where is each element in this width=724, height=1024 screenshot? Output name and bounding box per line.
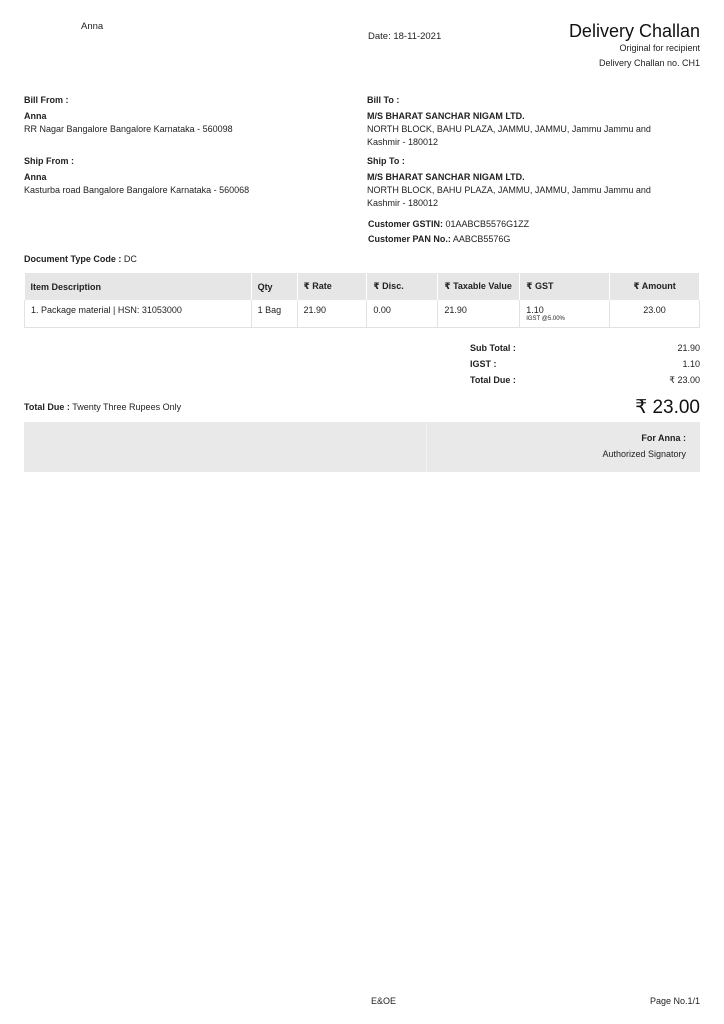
items-table (24, 273, 700, 328)
ship-to-name: M/S BHARAT SANCHAR NIGAM LTD. (367, 172, 525, 182)
document-type-label: Document Type Code : (24, 254, 122, 264)
ship-from-label: Ship From : (24, 156, 74, 166)
cell-taxable-value: 21.90 (438, 300, 520, 327)
document-type (24, 254, 137, 264)
company-name: Anna (81, 21, 104, 32)
igst-value: 1.10 (682, 359, 700, 369)
signature-band (24, 422, 700, 472)
footer-page-number: Page No.1/1 (649, 996, 700, 1006)
bill-from-address: RR Nagar Bangalore Bangalore Karnataka - 560098 (24, 124, 233, 134)
grand-total: ₹ 23.00 (635, 397, 700, 418)
bill-from-name: Anna (24, 111, 47, 121)
signature-for-label: For Anna : (641, 433, 686, 443)
document-date: Date: 18-11-2021 (368, 31, 442, 42)
gst-rate-note: IGST @5.00% (526, 316, 565, 322)
bill-from-label: Bill From : (24, 95, 69, 105)
authorized-signatory: Authorized Signatory (602, 449, 686, 459)
bill-to-label: Bill To : (367, 95, 400, 105)
header-gst: ₹ GST (520, 273, 610, 300)
header-rate: ₹ Rate (297, 273, 367, 300)
bill-to-address-line2: Kashmir - 180012 (367, 137, 439, 147)
ship-to-block (367, 156, 697, 210)
cell-rate: 21.90 (297, 300, 367, 327)
ship-from-block (24, 156, 344, 197)
ship-from-name: Anna (24, 172, 47, 182)
ship-to-address-line1: NORTH BLOCK, BAHU PLAZA, JAMMU, JAMMU, Jammu Jammu and (367, 185, 651, 195)
ship-to-address-line2: Kashmir - 180012 (367, 198, 439, 208)
table-row (25, 300, 700, 327)
header-discount: ₹ Disc. (367, 273, 438, 300)
igst-label: IGST : (470, 359, 497, 369)
gst-amount: 1.10 (526, 305, 544, 315)
cell-amount: 23.00 (610, 300, 700, 327)
ship-to-label: Ship To : (367, 156, 405, 166)
footer-eoe: E&OE (371, 996, 397, 1006)
document-type-value: DC (123, 254, 137, 264)
customer-pan-label: Customer PAN No.: (368, 234, 451, 244)
customer-pan-value: AABCB5576G (452, 234, 511, 244)
total-due-value: ₹ 23.00 (669, 375, 700, 385)
customer-pan (368, 234, 510, 244)
document-subtitle: Original for recipient (619, 43, 700, 53)
total-words-value: Twenty Three Rupees Only (72, 402, 182, 412)
bill-from-block (24, 95, 344, 136)
subtotal-value: 21.90 (677, 343, 700, 353)
table-header-row (25, 273, 700, 300)
header-amount: ₹ Amount (610, 273, 700, 300)
total-words-label: Total Due : (24, 402, 70, 412)
signature-divider (426, 422, 427, 472)
total-in-words (24, 402, 181, 412)
header-qty: Qty (251, 273, 297, 300)
total-due-label: Total Due : (470, 375, 516, 385)
header-item-description: Item Description (25, 273, 252, 300)
cell-item-description: 1. Package material | HSN: 31053000 (25, 300, 252, 327)
bill-to-name: M/S BHARAT SANCHAR NIGAM LTD. (367, 111, 525, 121)
customer-gstin (368, 219, 529, 229)
customer-gstin-value: 01AABCB5576G1ZZ (445, 219, 530, 229)
bill-to-block (367, 95, 697, 149)
document-number: Delivery Challan no. CH1 (598, 58, 700, 68)
cell-discount: 0.00 (367, 300, 438, 327)
ship-from-address: Kasturba road Bangalore Bangalore Karnataka - 560068 (24, 185, 250, 195)
cell-gst (520, 300, 610, 327)
customer-gstin-label: Customer GSTIN: (368, 219, 444, 229)
cell-qty: 1 Bag (251, 300, 297, 327)
subtotal-label: Sub Total : (470, 343, 516, 353)
document-title: Delivery Challan (568, 21, 700, 41)
header-taxable-value: ₹ Taxable Value (438, 273, 520, 300)
bill-to-address-line1: NORTH BLOCK, BAHU PLAZA, JAMMU, JAMMU, Jammu Jammu and (367, 124, 651, 134)
